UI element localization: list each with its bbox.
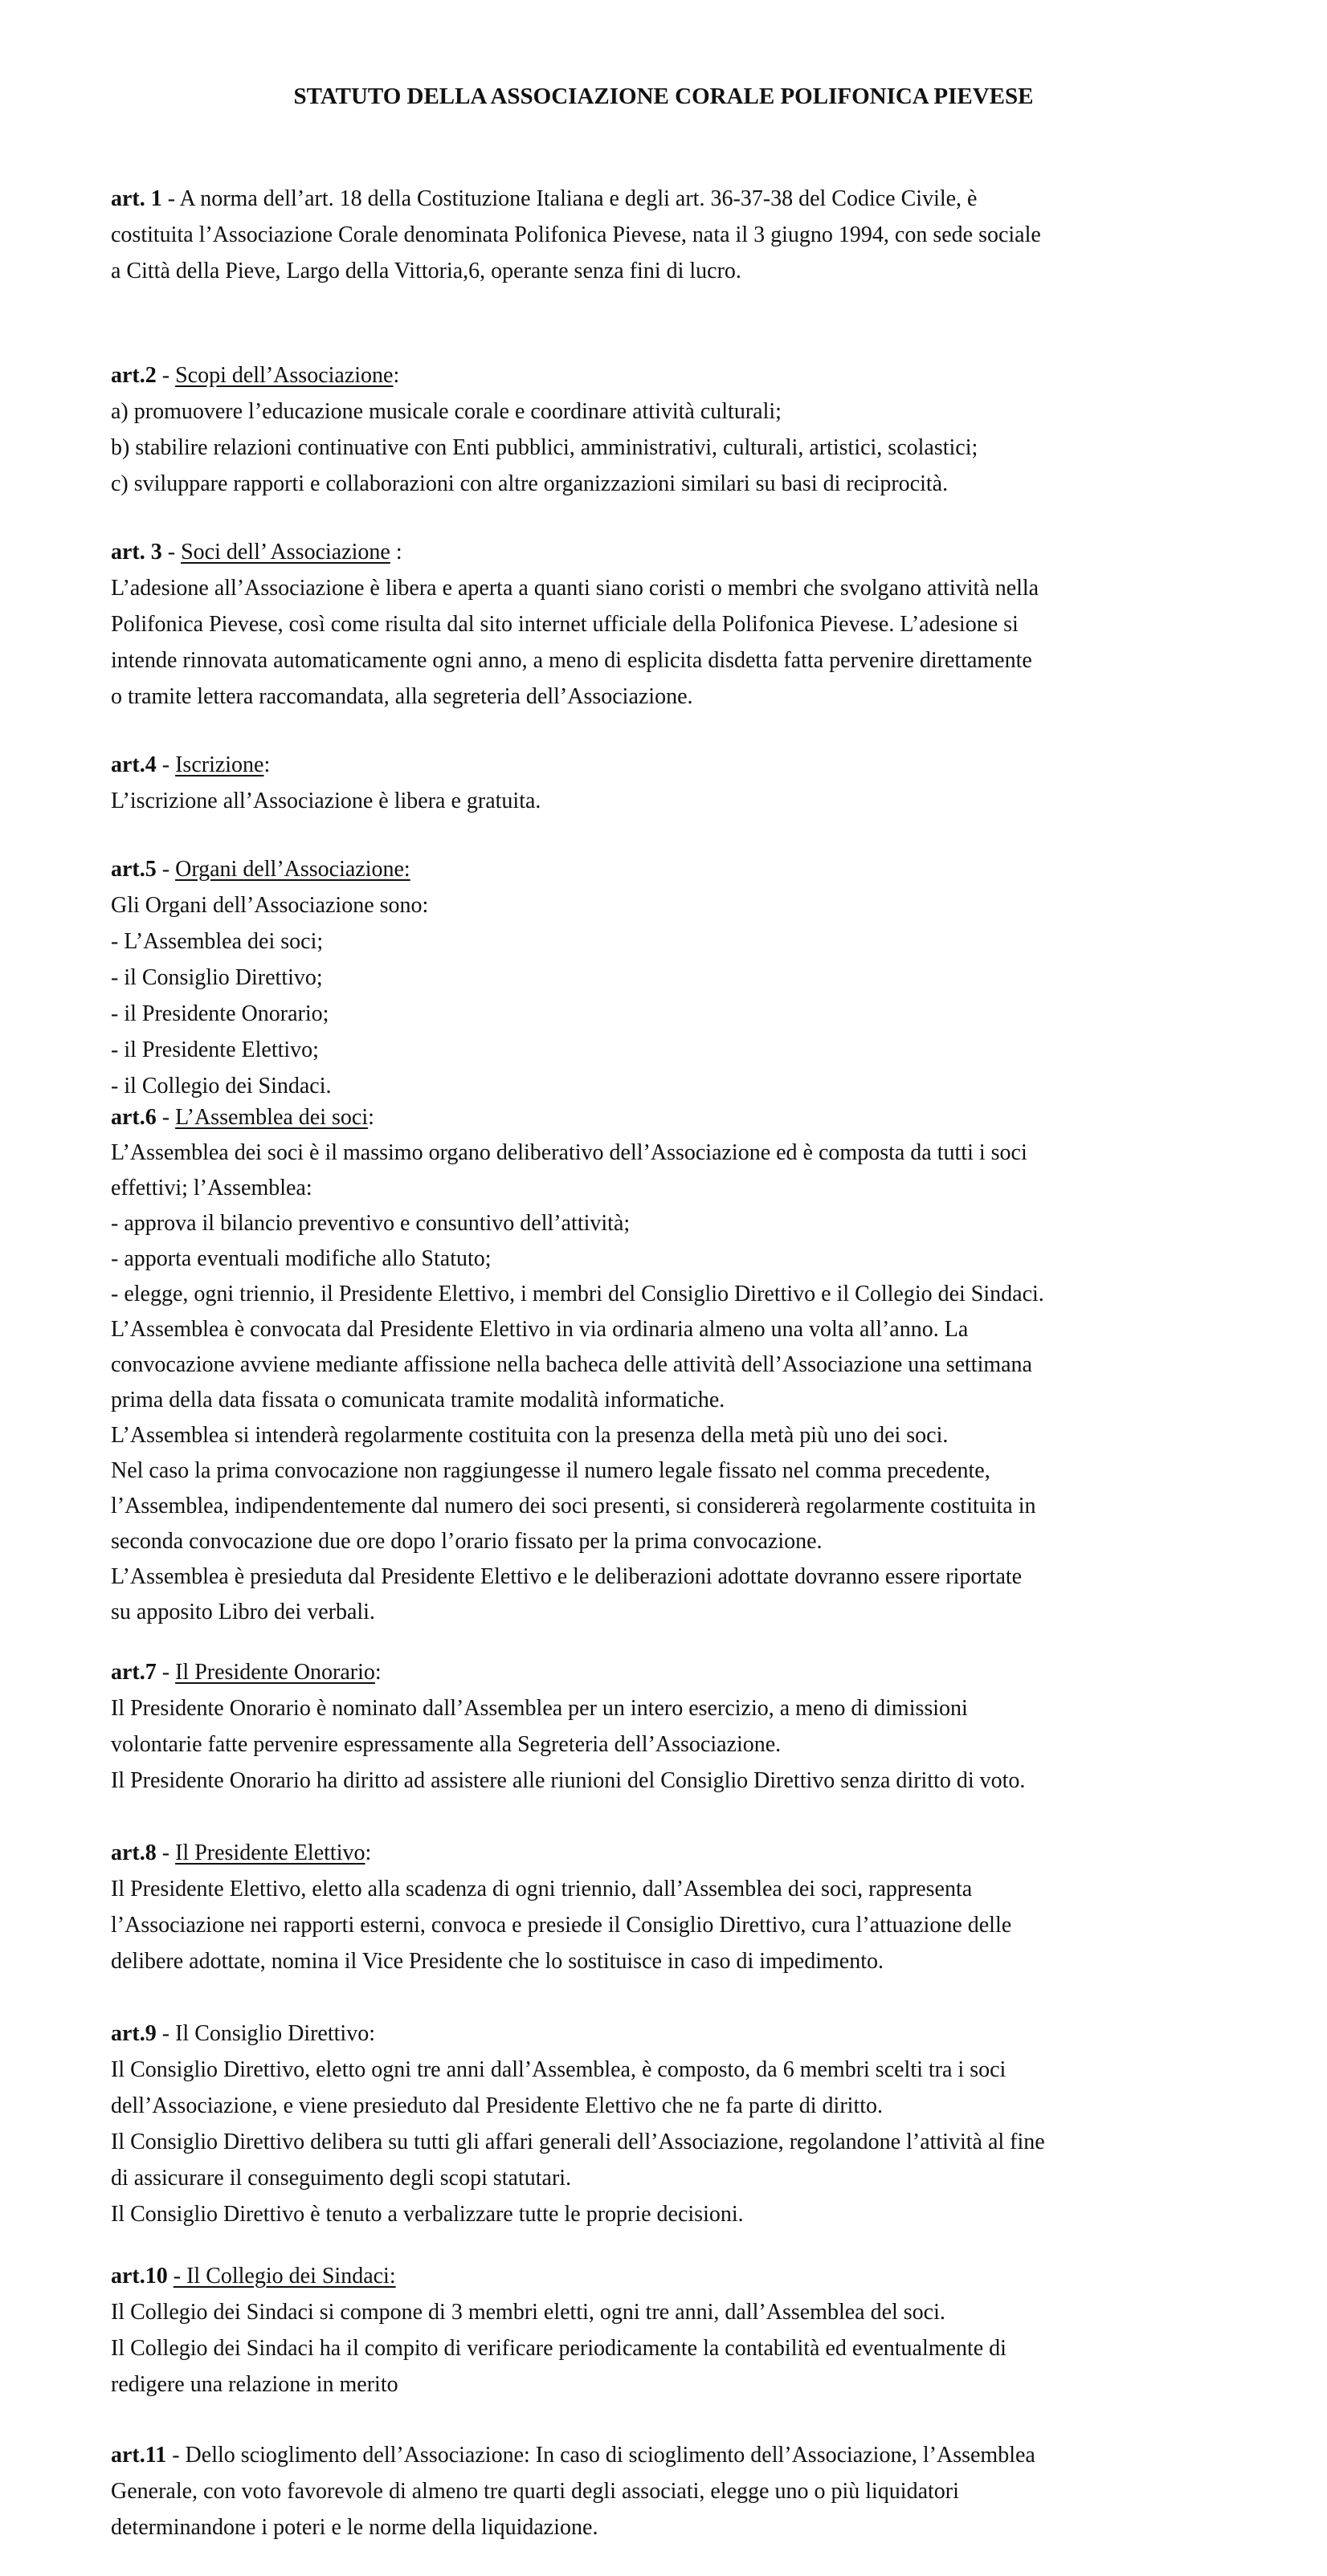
article-text-line: seconda convocazione due ore dopo l’orario fissato per la prima convocazione. (111, 1529, 823, 1554)
article-text-line: L’Assemblea dei soci è il massimo organo deliberativo dell’Associazione ed è composta da tutti i soci (111, 1140, 1027, 1165)
article-text-line: prima della data fissata o comunicata tramite modalità informatiche. (111, 1388, 725, 1412)
article-6 (111, 1100, 1235, 1630)
article-text-line: - il Collegio dei Sindaci. (111, 1074, 332, 1098)
article-number: art.10 (111, 2264, 168, 2289)
article-text-line: L’Assemblea è convocata dal Presidente Elettivo in via ordinaria almeno una volta all’anno. La (111, 1317, 969, 1342)
article-text-line: - il Presidente Onorario; (111, 1001, 329, 1026)
article-text-line: Il Consiglio Direttivo delibera su tutti gli affari generali dell’Associazione, regolandone l’attività al fine (111, 2130, 1045, 2154)
article-text-line: costituita l’Associazione Corale denominata Polifonica Pievese, nata il 3 giugno 1994, con sede sociale (111, 222, 1041, 247)
article-text-line: Il Presidente Onorario ha diritto ad assistere alle riunioni del Consiglio Direttivo senza diritto di voto. (111, 1768, 1026, 1793)
article-9 (111, 2016, 1235, 2232)
article-heading-line (111, 2016, 1235, 2052)
article-text-line: c) sviluppare rapporti e collaborazioni con altre organizzazioni similari su basi di reciprocità. (111, 471, 949, 496)
article-text-line: dell’Associazione, e viene presieduto dal Presidente Elettivo che ne fa parte di diritto. (111, 2093, 883, 2118)
article-heading: L’Assemblea dei soci (175, 1105, 369, 1130)
article-text-line: a Città della Pieve, Largo della Vittoria,6, operante senza fini di lucro. (111, 259, 741, 283)
article-separator: - (156, 857, 176, 882)
article-text-line: Il Consiglio Direttivo, eletto ogni tre anni dall’Assemblea, è composto, da 6 membri scelti tra i soci (111, 2057, 1006, 2082)
article-number: art.8 (111, 1840, 157, 1865)
article-text-line: L’Assemblea si intenderà regolarmente costituita con la presenza della metà più uno dei soci. (111, 1423, 949, 1448)
article-number: art.4 (111, 752, 157, 777)
article-text-line: - il Consiglio Direttivo; (111, 965, 323, 990)
article-separator: - (156, 1840, 176, 1865)
article-separator (168, 2264, 174, 2289)
article-heading-line (111, 851, 1235, 887)
article-text-line: redigere una relazione in merito (111, 2372, 398, 2397)
article-text-line: L’iscrizione all’Associazione è libera e gratuita. (111, 789, 541, 813)
article-text-line: Gli Organi dell’Associazione sono: (111, 893, 429, 918)
article-number: art.6 (111, 1105, 157, 1130)
article-heading: Iscrizione (175, 752, 264, 777)
article-heading-line (111, 747, 1235, 783)
article-text-line: - apporta eventuali modifiche allo Statuto; (111, 1246, 492, 1271)
article-heading-line (111, 1100, 1235, 1135)
article-text-line: convocazione avviene mediante affissione nella bacheca delle attività dell’Associazione una settimana (111, 1352, 1032, 1377)
article-text-line: su apposito Libro dei verbali. (111, 1600, 375, 1624)
article-separator: - (161, 540, 182, 565)
article-text-line: Il Presidente Onorario è nominato dall’Assemblea per un intero esercizio, a meno di dimissioni (111, 1696, 968, 1721)
article-text-line: Il Presidente Elettivo, eletto alla scadenza di ogni triennio, dall’Assemblea dei soci, rappresenta (111, 1877, 973, 1901)
article-heading-suffix: : (374, 1660, 382, 1685)
article-heading: Il Presidente Elettivo (175, 1840, 365, 1865)
article-heading: - Il Collegio dei Sindaci: (173, 2264, 396, 2289)
article-heading-line (111, 2258, 1235, 2294)
article-number: art.2 (111, 363, 157, 388)
article-heading: Soci dell’ Associazione (181, 540, 390, 565)
article-text-line: a) promuovere l’educazione musicale corale e coordinare attività culturali; (111, 399, 782, 424)
article-3 (111, 534, 1235, 715)
article-7 (111, 1654, 1235, 1799)
article-text-line: delibere adottate, nomina il Vice Presidente che lo sostituisce in caso di impedimento. (111, 1949, 884, 1974)
article-separator: - (156, 1660, 176, 1685)
article-heading-suffix: : (368, 1105, 374, 1130)
article-separator: - (156, 752, 176, 777)
article-number: art.9 (111, 2021, 157, 2046)
article-number: art. 3 (111, 540, 162, 565)
article-heading-suffix: : (390, 540, 402, 565)
article-text-line: - L’Assemblea dei soci; (111, 929, 324, 954)
article-text-line: b) stabilire relazioni continuative con Enti pubblici, amministrativi, culturali, artistici, scolastici; (111, 435, 978, 460)
article-number: art. 1 (111, 186, 162, 211)
article-heading: Il Presidente Onorario (175, 1660, 375, 1685)
article-text-line: Il Consiglio Direttivo è tenuto a verbalizzare tutte le proprie decisioni. (111, 2202, 744, 2227)
article-4 (111, 747, 1235, 819)
article-heading-suffix: : (263, 752, 271, 777)
article-separator: - (156, 1105, 176, 1130)
article-intro-text: A norma dell’art. 18 della Costituzione Italiana e degli art. 36-37-38 del Codice Civile, è (179, 186, 978, 211)
article-10 (111, 2258, 1235, 2403)
article-2 (111, 357, 1235, 502)
article-heading-line (111, 181, 1235, 217)
article-separator: - (156, 2021, 176, 2046)
article-text-line: intende rinnovata automaticamente ogni anno, a meno di esplicita disdetta fatta pervenire direttamente (111, 648, 1032, 673)
article-text-line: Il Collegio dei Sindaci ha il compito di verificare periodicamente la contabilità ed eventualmente di (111, 2336, 1006, 2361)
article-text-line: volontarie fatte pervenire espressamente alla Segreteria dell’Associazione. (111, 1732, 782, 1757)
article-text-line: Il Collegio dei Sindaci si compone di 3 membri eletti, ogni tre anni, dall’Assemblea del soci. (111, 2300, 945, 2325)
article-text-line: determinandone i poteri e le norme della liquidazione. (111, 2515, 598, 2540)
article-intro-text: Dello scioglimento dell’Associazione: In caso di scioglimento dell’Associazione, l’Assemblea (185, 2443, 1035, 2468)
article-text-line: l’Associazione nei rapporti esterni, convoca e presiede il Consiglio Direttivo, cura l’attuazione delle (111, 1913, 1012, 1938)
article-heading-line (111, 1835, 1235, 1871)
article-text-line: effettivi; l’Assemblea: (111, 1176, 312, 1200)
article-text-line: L’Assemblea è presieduta dal Presidente Elettivo e le deliberazioni adottate dovranno essere riportate (111, 1564, 1023, 1589)
document-title: STATUTO DELLA ASSOCIAZIONE CORALE POLIFONICA PIEVESE (293, 84, 1034, 109)
article-11 (111, 2437, 1235, 2545)
article-heading: Organi dell’Associazione: (175, 857, 410, 882)
article-heading-line (111, 357, 1235, 393)
article-text-line: - il Presidente Elettivo; (111, 1037, 319, 1062)
article-text-line: Nel caso la prima convocazione non raggiungesse il numero legale fissato nel comma precedente, (111, 1458, 990, 1483)
article-number: art.5 (111, 857, 157, 882)
article-separator: - (161, 186, 180, 211)
article-1 (111, 181, 1235, 289)
article-number: art.11 (111, 2443, 167, 2468)
article-text-line: L’adesione all’Associazione è libera e aperta a quanti siano coristi o membri che svolgano attività nella (111, 576, 1039, 601)
article-separator: - (156, 363, 176, 388)
article-text-line: Polifonica Pievese, così come risulta dal sito internet ufficiale della Polifonica Pievese. L’adesione si (111, 612, 1019, 637)
article-intro-text: Il Consiglio Direttivo: (175, 2021, 375, 2046)
article-text-line: - approva il bilancio preventivo e consuntivo dell’attività; (111, 1211, 631, 1236)
article-text-line: Generale, con voto favorevole di almeno tre quarti degli associati, elegge uno o più liquidatori (111, 2479, 959, 2504)
article-text-line: l’Assemblea, indipendentemente dal numero dei soci presenti, si considererà regolarmente costituita in (111, 1494, 1036, 1518)
article-number: art.7 (111, 1660, 157, 1685)
article-text-line: - elegge, ogni triennio, il Presidente Elettivo, i membri del Consiglio Direttivo e il Collegio dei Sindaci. (111, 1282, 1044, 1306)
article-heading-line (111, 534, 1235, 570)
article-heading: Scopi dell’Associazione (175, 363, 394, 388)
article-separator: - (166, 2443, 186, 2468)
article-heading-suffix: : (393, 363, 400, 388)
article-5 (111, 851, 1235, 1104)
article-8 (111, 1835, 1235, 1979)
article-heading-line (111, 2437, 1235, 2473)
article-text-line: di assicurare il conseguimento degli scopi statutari. (111, 2166, 572, 2191)
article-heading-line (111, 1654, 1235, 1690)
article-text-line: o tramite lettera raccomandata, alla segreteria dell’Associazione. (111, 684, 693, 709)
article-heading-suffix: : (365, 1840, 372, 1865)
